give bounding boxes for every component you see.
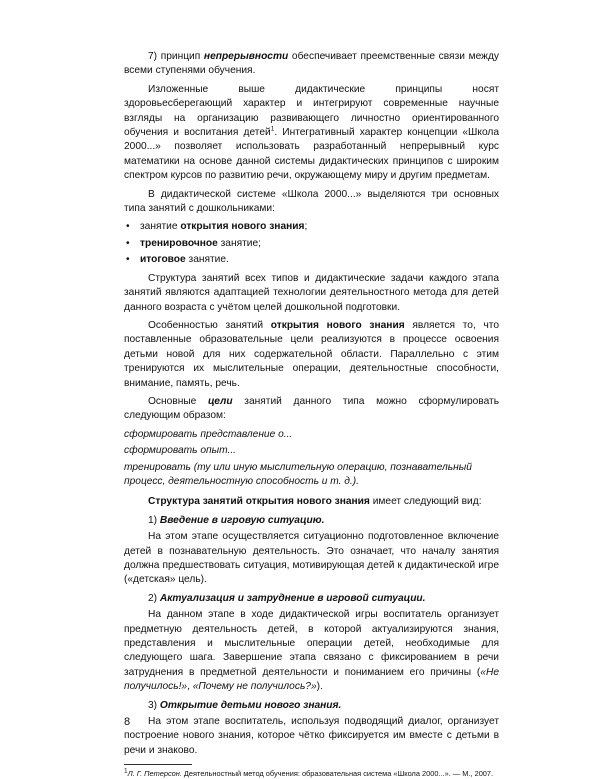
step-1-text: На этом этапе осуществляется ситуационно подготовленное включение детей в познавательную деятельность. Это означает, что началу занятия должна предшествовать ситуация, мотивирующая детей к дидактической игре («детская» цель). (124, 531, 499, 586)
paragraph-principle-7: 7) принцип непрерывности обеспечивает преемственные связи между всеми ступенями обучения. (124, 51, 499, 77)
bullet-icon: • (126, 254, 130, 266)
goal-item: тренировать (ту или иную мыслительную операцию, познавательный процесс, деятельностную способность и т. д.). (124, 461, 472, 487)
step-2-text: На данном этапе в ходе дидактической игры воспитатель организует предметную деятельность детей, в которой актуализируются знания, представления и мыслительные операции детей, необходимые для следующего шага. Завершение этапа связано с фиксированием в речи затруднения в предметной деятельности и пониманием его причины («Не получилось!», «Почему не получилось?»). (124, 609, 499, 693)
footnote-ref[interactable]: 1 (270, 125, 275, 133)
step-2-title: 2) Актуализация и затруднение в игровой ситуации. (148, 592, 426, 604)
footnote: $^1$Л. Г. Петерсон. Деятельностный метод обучения: образовательная система «Школа 2000...». — М., 2007. (124, 767, 494, 779)
paragraph-structure-adaptation: Структура занятий всех типов и дидактические задачи каждого этапа занятий являются адаптацией технологии деятельностного метода для детей данного возраста с учётом целей дошкольной подготовки. (124, 272, 499, 313)
term-continuity: непрерывности (203, 51, 289, 62)
list-item: • занятие открытия нового знания; (124, 220, 499, 234)
bullet-icon: • (126, 221, 130, 233)
lesson-types-list (124, 220, 499, 267)
paragraph-new-knowledge-feature: Особенностью занятий открытия нового знания является то, что поставленные образовательные цели реализуются в процессе освоения детьми новой для них содержательной области. Параллельно с этим тренируются их мыслительные операции, деятельностные способности, внимание, память, речь. (124, 319, 500, 389)
page-body (124, 50, 499, 779)
list-item: • итоговое занятие. (124, 253, 499, 267)
goal-item: сформировать представление о... (124, 428, 293, 440)
bullet-icon: • (126, 237, 130, 249)
goals-list (124, 428, 499, 490)
page-number: 8 (124, 716, 131, 728)
step-1-title: 1) Введение в игровую ситуацию. (148, 514, 325, 526)
structure-heading: Структура занятий открытия нового знания имеет следующий вид: (148, 496, 482, 508)
list-item: • тренировочное занятие; (124, 237, 499, 251)
paragraph-lesson-types-intro: В дидактической системе «Школа 2000...» выделяются три основных типа занятий с дошкольниками: (124, 188, 499, 215)
goal-item: сформировать опыт... (124, 445, 236, 457)
footnote-divider (124, 764, 192, 765)
footnote-author: Л. Г. Петерсон. (127, 769, 182, 779)
paragraph-goals-intro: Основные цели занятий данного типа можно сформулировать следующим образом: (124, 395, 499, 422)
step-3-title: 3) Открытие детьми нового знания. (148, 699, 342, 711)
paragraph-principles-summary: Изложенные выше дидактические принципы носят здоровьесберегающий характер и интегрируют современные научные взгляды на организацию развивающего личностно ориентированного обучения и воспитания детей$^1$. Интегративный характер концепции «Школа 2000...» позволяет использовать разработанный непрерывный курс математики на основе данной системы дидактических принципов с широким спектром курсов по развитию речи, окружающему миру и другим предметам. (124, 83, 499, 182)
step-3-text: На этом этапе воспитатель, используя подводящий диалог, организует построение нового знания, которое чётко фиксируется им вместе с детьми в речи и знаково. (124, 716, 499, 756)
